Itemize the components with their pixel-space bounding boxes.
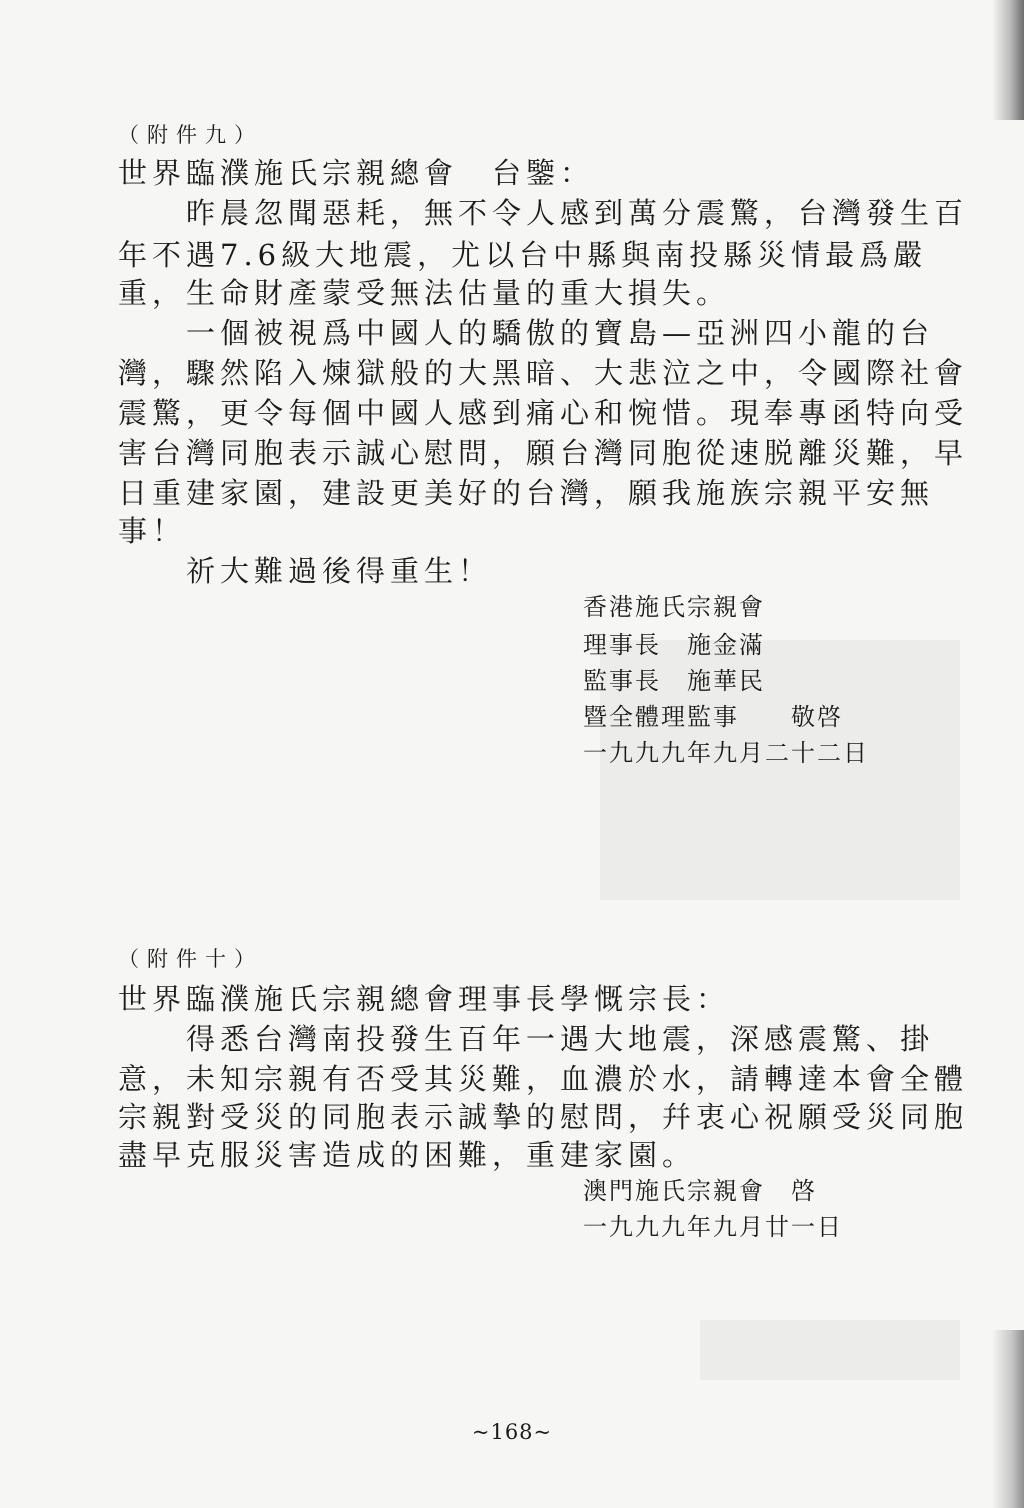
- attachment-9-date: 一九九九年九月二十二日: [583, 739, 869, 767]
- attachment-9-label: （附件九）: [118, 123, 263, 147]
- attachment-10-body-line: 得悉台灣南投發生百年一遇大地震，深感震驚、掛: [186, 1022, 935, 1056]
- attachment-9-body-line: 害台灣同胞表示誠心慰問，願台灣同胞從速脱離災難，早: [118, 436, 969, 470]
- page-spine-shadow-top: [992, 0, 1024, 120]
- attachment-10-body-line: 意，未知宗親有否受其災難，血濃於水，請轉達本會全體: [118, 1062, 969, 1096]
- attachment-9-body-line: 震驚，更令每個中國人感到痛心和惋惜。現奉專函特向受: [118, 396, 969, 430]
- attachment-9-body-line: 日重建家園，建設更美好的台灣，願我施族宗親平安無: [118, 476, 935, 510]
- attachment-9-body-line: 事！: [118, 514, 187, 548]
- attachment-9-body-line: 年不遇7.6級大地震，尤以台中縣與南投縣災情最爲嚴: [118, 238, 928, 272]
- attachment-10-body-line: 盡早克服災害造成的困難，重建家園。: [118, 1138, 697, 1172]
- attachment-9-body-line: 一個被視爲中國人的驕傲的寶島—亞洲四小龍的台: [186, 316, 935, 350]
- page-number: ~168~: [471, 1420, 553, 1444]
- attachment-9-body-line: 灣，驟然陷入煉獄般的大黑暗、大悲泣之中，令國際社會: [118, 356, 969, 390]
- attachment-9-signature-line: 監事長 施華民: [583, 667, 765, 695]
- attachment-10-date: 一九九九年九月廿一日: [583, 1213, 843, 1241]
- attachment-10-label: （附件十）: [118, 947, 263, 971]
- attachment-9-signature-line: 香港施氏宗親會: [583, 593, 765, 621]
- attachment-9-signature-line: 暨全體理監事 敬啓: [583, 703, 843, 731]
- bleed-through-shadow: [700, 1320, 960, 1380]
- attachment-9-body-line: 重，生命財產蒙受無法估量的重大損失。: [118, 276, 731, 310]
- attachment-10-signature-line: 澳門施氏宗親會 啓: [583, 1177, 817, 1205]
- attachment-9-signature-line: 理事長 施金滿: [583, 631, 765, 659]
- attachment-10-body-line: 宗親對受災的同胞表示誠摯的慰問，幷衷心祝願受災同胞: [118, 1100, 969, 1134]
- attachment-9-salutation: 世界臨濮施氏宗親總會 台鑒：: [118, 156, 595, 190]
- attachment-10-salutation: 世界臨濮施氏宗親總會理事長學慨宗長：: [118, 982, 731, 1016]
- attachment-9-body-line: 昨晨忽聞惡耗，無不令人感到萬分震驚，台灣發生百: [186, 196, 969, 230]
- page-spine-shadow-bottom: [992, 1330, 1024, 1508]
- attachment-9-body-line: 祈大難過後得重生！: [186, 554, 493, 588]
